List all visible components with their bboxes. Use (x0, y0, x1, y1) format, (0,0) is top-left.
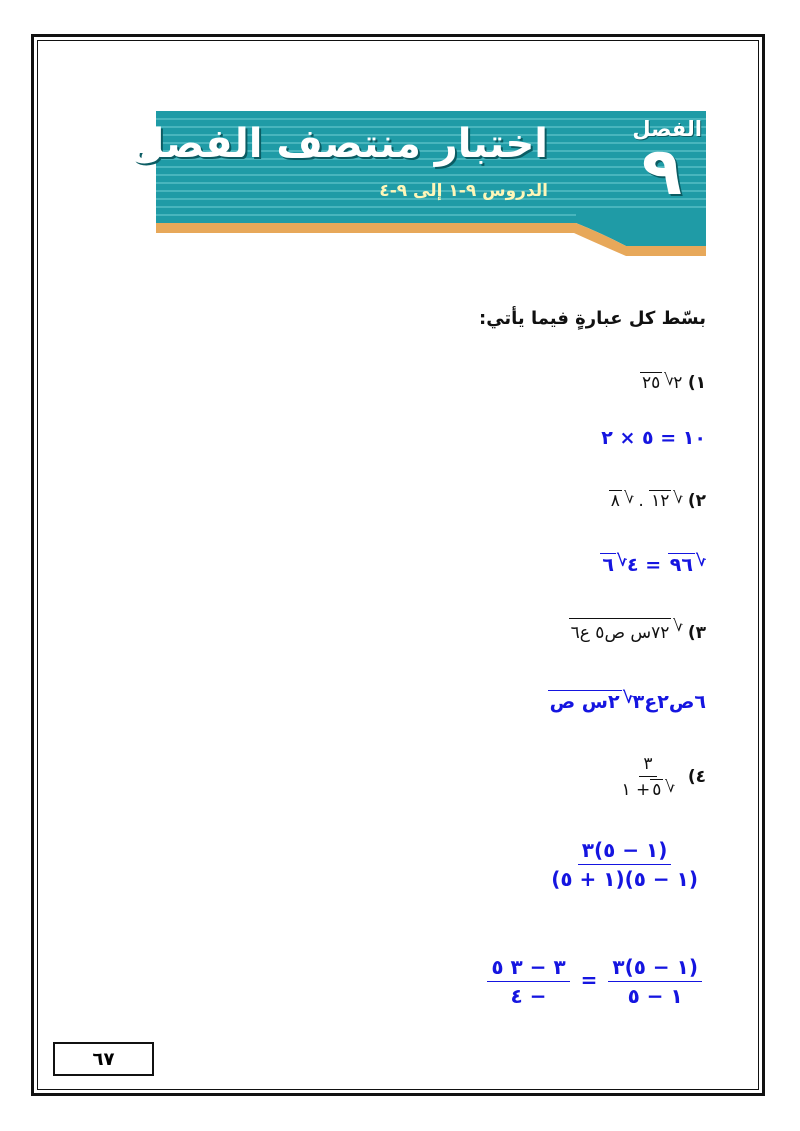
denominator: (١ − ٥)(١ + ٥) (551, 867, 698, 891)
fraction (617, 754, 678, 800)
radicand: ٢٥ (642, 373, 661, 393)
radical (668, 553, 704, 577)
denominator-term: + ١ (621, 780, 651, 800)
numerator: ٣ − ٣ ٥ (487, 955, 569, 982)
radicand: ١٢ (651, 491, 670, 511)
problem-coefficient: ٢ (673, 373, 683, 393)
instruction-text: بسّط كل عبارةٍ فيما يأتي: (479, 308, 706, 329)
radical (650, 779, 672, 800)
numerator: (١ − ٥)٣ (578, 838, 672, 865)
banner-title: اختبار منتصف الفصل (129, 121, 548, 167)
numerator: (١ − ٥)٣ (608, 955, 702, 982)
chapter-number: ٩ (641, 133, 682, 210)
fraction (487, 955, 569, 1008)
answer-4-step-1 (543, 838, 706, 891)
problem-number: ٣) (687, 623, 706, 643)
problem-number: ٢) (687, 491, 706, 511)
problem-4 (613, 754, 706, 800)
problem-number: ١) (687, 373, 706, 393)
radical (649, 490, 680, 511)
equals-sign: = (580, 968, 598, 992)
radicand: ٨ (610, 491, 620, 511)
chapter-banner (129, 111, 706, 256)
page-number-box (53, 1042, 154, 1076)
answer-2 (600, 553, 706, 577)
denominator: ١ − ٥ (627, 984, 683, 1008)
answer-equals: = ٤ (627, 554, 662, 576)
radicand: ٧٢س ص٥ ع٦ (569, 618, 672, 643)
denominator (617, 777, 678, 800)
radical (640, 372, 671, 393)
answer-3 (548, 690, 706, 714)
radical (609, 490, 631, 511)
answer-4-step-2 (483, 955, 706, 1008)
banner-subtitle: الدروس ٩-١ إلى ٩-٤ (379, 181, 548, 201)
radical (569, 618, 681, 643)
answer-coefficient: ٦ص٢ع٣ (632, 691, 706, 713)
radicand: ٥ (652, 780, 662, 800)
problem-2 (609, 490, 706, 511)
answer-1: ١٠ = ٥ × ٢ (601, 427, 706, 449)
problem-3 (569, 618, 706, 643)
radical (600, 553, 625, 577)
radicand: ٩٦ (669, 554, 693, 576)
radicand: ٢س ص (549, 691, 620, 713)
denominator: − ٤ (510, 984, 547, 1008)
numerator: ٣ (639, 754, 656, 777)
problem-1 (640, 372, 706, 393)
problem-number: ٤) (687, 767, 706, 788)
dot-operator: . (638, 491, 644, 511)
fraction (608, 955, 702, 1008)
page-number: ٦٧ (92, 1048, 115, 1070)
radical (548, 690, 631, 714)
radicand: ٦ (602, 554, 615, 576)
chapter-label: الفصل (632, 117, 702, 141)
fraction (547, 838, 702, 891)
